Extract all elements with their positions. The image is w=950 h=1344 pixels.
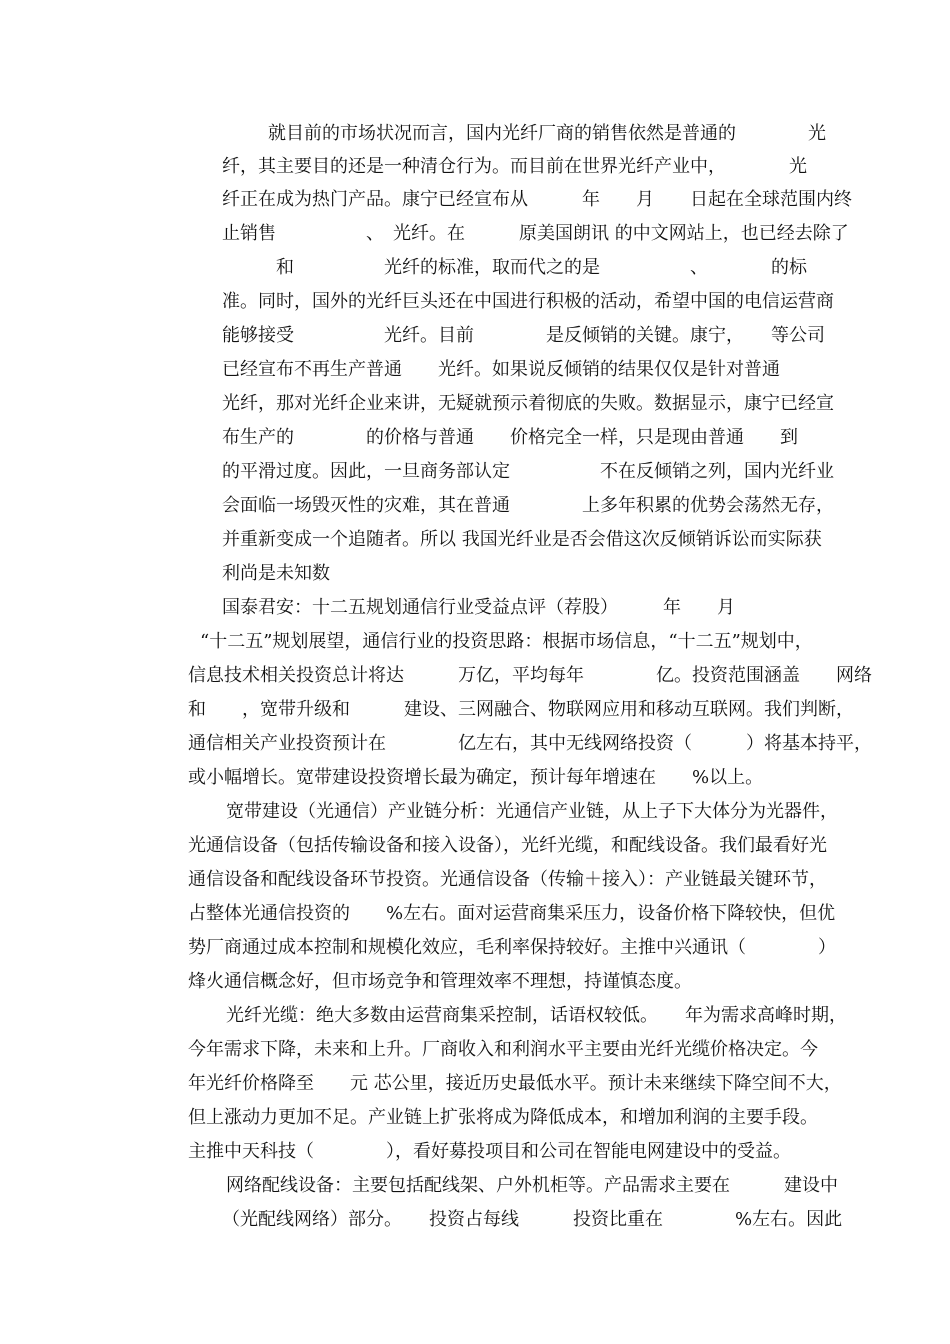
para1-line4: 止销售 、 光纤。在 原美国朗讯 的中文网站上，也已经去除了 [222, 223, 849, 244]
para3-line1: 宽带建设（光通信）产业链分析：光通信产业链，从上子下大体分为光器件， [226, 801, 838, 822]
para2-line4: 通信相关产业投资预计在 亿左右，其中无线网络投资（ ）将基本持平， [188, 733, 872, 754]
para1-line3: 纤正在成为热门产品。康宁已经宣布从 年 月 日起在全球范围内终 [222, 189, 852, 210]
para2-line3: 和 ，宽带升级和 建设、三网融合、物联网应用和移动互联网。我们判断， [188, 699, 854, 720]
para4-line3: 年光纤价格降至 元 芯公里，接近历史最低水平。预计未来继续下降空间不大， [188, 1073, 842, 1094]
para1-line10: 布生产的 的价格与普通 价格完全一样，只是现由普通 到 [222, 427, 798, 448]
para2-line1: “十二五”规划展望，通信行业的投资思路：根据市场信息，“十二五”规划中， [200, 631, 813, 652]
para1-line14: 利尚是未知数 [222, 563, 330, 584]
para1-line11: 的平滑过度。因此，一旦商务部认定 不在反倾销之列，国内光纤业 [222, 461, 834, 482]
para1-line2: 纤，其主要目的还是一种清仓行为。而目前在世界光纤产业中， 光 [222, 156, 807, 177]
para2-line5: 或小幅增长。宽带建设投资增长最为确定，预计每年增速在 %以上。 [188, 767, 764, 788]
para4-line5: 主推中天科技（ ），看好募投项目和公司在智能电网建设中的受益。 [188, 1141, 791, 1162]
para4-line1: 光纤光缆：绝大多数由运营商集采控制，话语权较低。 年为需求高峰时期， [226, 1005, 847, 1026]
para3-line5: 势厂商通过成本控制和规模化效应，毛利率保持较好。主推中兴通讯（ ） [188, 937, 836, 958]
para1-line7: 能够接受 光纤。目前 是反倾销的关键。康宁， 等公司 [222, 325, 825, 346]
para1-line12: 会面临一场毁灭性的灾难，其在普通 上多年积累的优势会荡然无存， [222, 495, 834, 516]
para3-line3: 通信设备和配线设备环节投资。光通信设备（传输＋接入）：产业链最关键环节， [188, 869, 827, 890]
para1-line13: 并重新变成一个追随者。所以 我国光纤业是否会借这次反倾销诉讼而实际获 [222, 529, 822, 550]
para5-line2: （光配线网络）部分。 投资占每线 投资比重在 %左右。因此 [222, 1209, 843, 1230]
para5-line1: 网络配线设备：主要包括配线架、户外机柜等。产品需求主要在 建设中 [226, 1175, 838, 1196]
para3-line6: 烽火通信概念好，但市场竞争和管理效率不理想，持谨慎态度。 [188, 971, 692, 992]
report-title: 国泰君安：十二五规划通信行业受益点评（荐股） 年 月 [222, 597, 735, 618]
para1-line8: 已经宣布不再生产普通 光纤。如果说反倾销的结果仅仅是针对普通 [222, 359, 780, 380]
para4-line4: 但上涨动力更加不足。产业链上扩张将成为降低成本，和增加利润的主要手段。 [188, 1107, 818, 1128]
para1-line5: 和 光纤的标准，取而代之的是 、 的标 [222, 257, 807, 278]
para1-line1: 就目前的市场状况而言，国内光纤厂商的销售依然是普通的 光 [268, 123, 826, 144]
para1-line6: 准。同时，国外的光纤巨头还在中国进行积极的活动，希望中国的电信运营商 [222, 291, 834, 312]
para3-line4: 占整体光通信投资的 %左右。面对运营商集采压力，设备价格下降较快，但优 [188, 903, 836, 924]
para1-line9: 光纤，那对光纤企业来讲，无疑就预示着彻底的失败。数据显示，康宁已经宣 [222, 393, 834, 414]
para3-line2: 光通信设备（包括传输设备和接入设备），光纤光缆，和配线设备。我们最看好光 [188, 835, 827, 856]
para2-line2: 信息技术相关投资总计将达 万亿，平均每年 亿。投资范围涵盖 网络 [188, 665, 872, 686]
para4-line2: 今年需求下降，未来和上升。厂商收入和利润水平主要由光纤光缆价格决定。今 [188, 1039, 818, 1060]
